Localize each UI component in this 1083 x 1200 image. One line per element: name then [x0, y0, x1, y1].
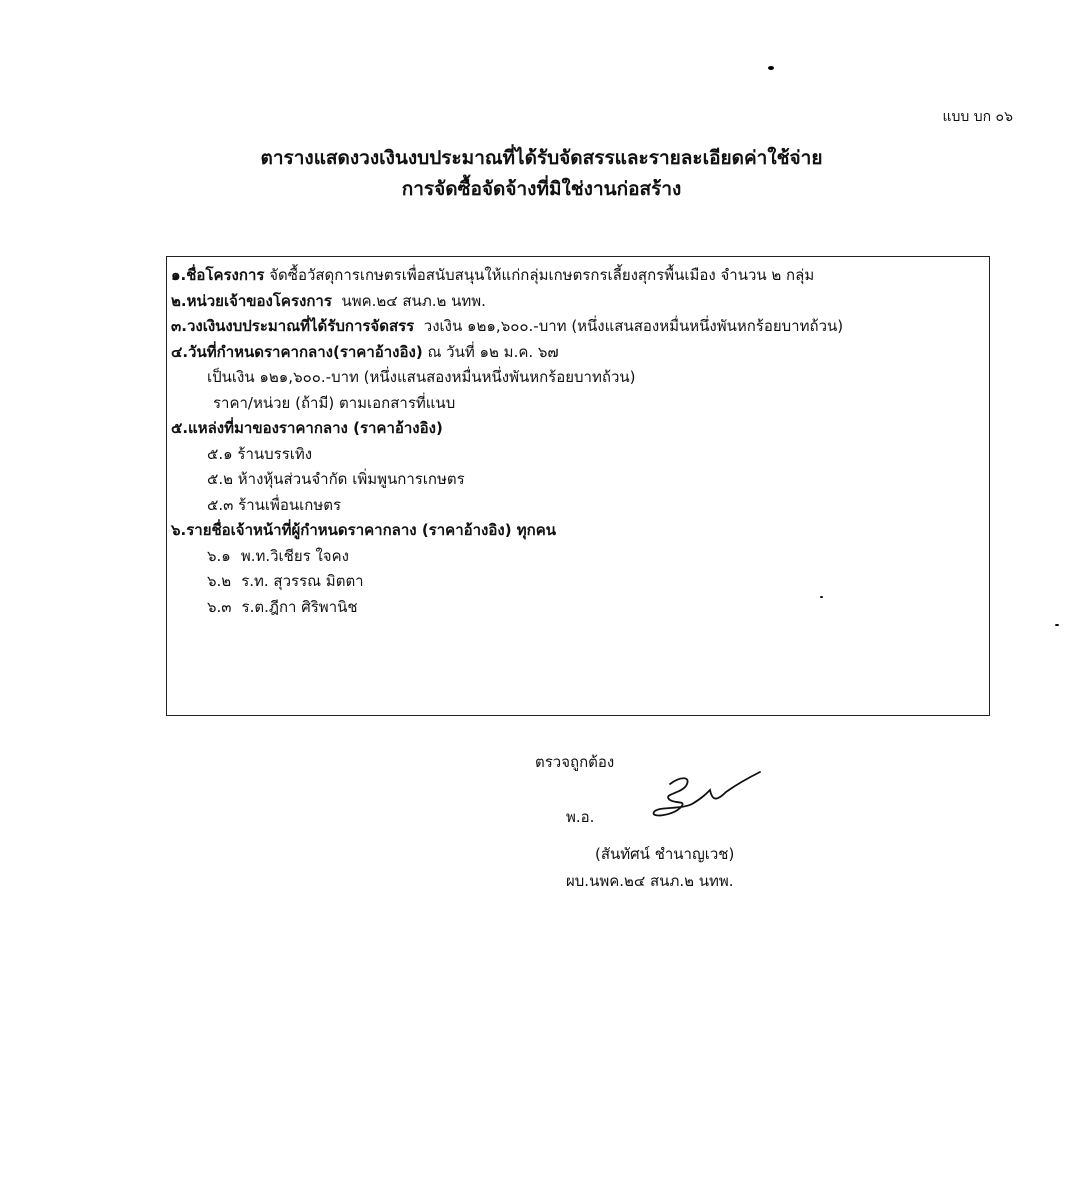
- signer-position: ผบ.นพค.๒๔ สนภ.๒ นทพ.: [566, 872, 734, 890]
- budget-label: ๓.วงเงินงบประมาณที่ได้รับการจัดสรร: [171, 317, 415, 335]
- budget-value: วงเงิน ๑๒๑,๖๐๐.-บาท (หนึ่งแสนสองหมื่นหนึ่งพันหกร้อยบาทถ้วน): [423, 317, 844, 335]
- project-owner-value: นพค.๒๔ สนภ.๒ นทพ.: [341, 291, 486, 310]
- officer-item: [171, 595, 985, 621]
- officer-number: ๖.๑: [207, 546, 231, 565]
- officers-label: ๖.รายชื่อเจ้าหน้าที่ผู้กำหนดราคากลาง (ราคาอ้างอิง) ทุกคน: [171, 521, 557, 539]
- officer-name: พ.ท.วิเชียร ใจคง: [240, 546, 349, 565]
- project-owner-row: [171, 289, 985, 315]
- verified-label: ตรวจถูกต้อง: [535, 753, 615, 771]
- officer-number: ๖.๓: [207, 597, 232, 616]
- project-name-value: จัดซื้อวัสดุการเกษตรเพื่อสนับสนุนให้แก่กลุ่มเกษตรกรเลี้ยงสุกรพื้นเมือง จำนวน ๒ กลุ่ม: [269, 266, 815, 284]
- scan-speck: [768, 66, 774, 70]
- project-name-row: [171, 263, 985, 289]
- officer-number: ๖.๒: [207, 572, 232, 590]
- document-title-line1: ตารางแสดงวงเงินงบประมาณที่ได้รับจัดสรรและรายละเอียดค่าใช้จ่าย: [260, 147, 823, 169]
- officer-name: ร.ต.ฎีกา ศิริพานิช: [241, 597, 358, 616]
- unit-price: ราคา/หน่วย (ถ้ามี) ตามเอกสารที่แนบ: [213, 393, 456, 412]
- budget-row: [171, 314, 985, 340]
- reference-date-row: [171, 340, 985, 366]
- scan-speck: [1055, 624, 1059, 626]
- form-code: แบบ บก ๐๖: [942, 109, 1013, 125]
- document-title-line2: การจัดซื้อจัดจ้างที่มิใช่งานก่อสร้าง: [401, 178, 682, 200]
- officer-item: [171, 569, 985, 595]
- officer-name: ร.ท. สุวรรณ มิตตา: [241, 572, 364, 590]
- project-name-label: ๑.ชื่อโครงการ: [171, 266, 265, 284]
- source-item: ๕.๑ ร้านบรรเทิง: [207, 444, 313, 463]
- scan-speck: [820, 596, 823, 598]
- source-item: ๕.๒ ห้างหุ้นส่วนจำกัด เพิ่มพูนการเกษตร: [207, 470, 465, 488]
- project-owner-label: ๒.หน่วยเจ้าของโครงการ: [171, 291, 332, 310]
- sources-label: ๕.แหล่งที่มาของราคากลาง (ราคาอ้างอิง): [171, 419, 443, 437]
- reference-amount: เป็นเงิน ๑๒๑,๖๐๐.-บาท (หนึ่งแสนสองหมื่นหนึ่งพันหกร้อยบาทถ้วน): [207, 368, 636, 386]
- reference-date-value: ณ วันที่ ๑๒ ม.ค. ๖๗: [427, 342, 559, 361]
- signer-rank: พ.อ.: [566, 808, 595, 826]
- project-details-box: [166, 256, 990, 716]
- reference-date-label: ๔.วันที่กำหนดราคากลาง(ราคาอ้างอิง): [171, 342, 423, 361]
- signer-name: (สันทัศน์ ชำนาญเวช): [595, 845, 735, 863]
- handwritten-signature: [640, 770, 770, 830]
- source-item: ๕.๓ ร้านเพื่อนเกษตร: [207, 495, 342, 514]
- officer-item: [171, 544, 985, 570]
